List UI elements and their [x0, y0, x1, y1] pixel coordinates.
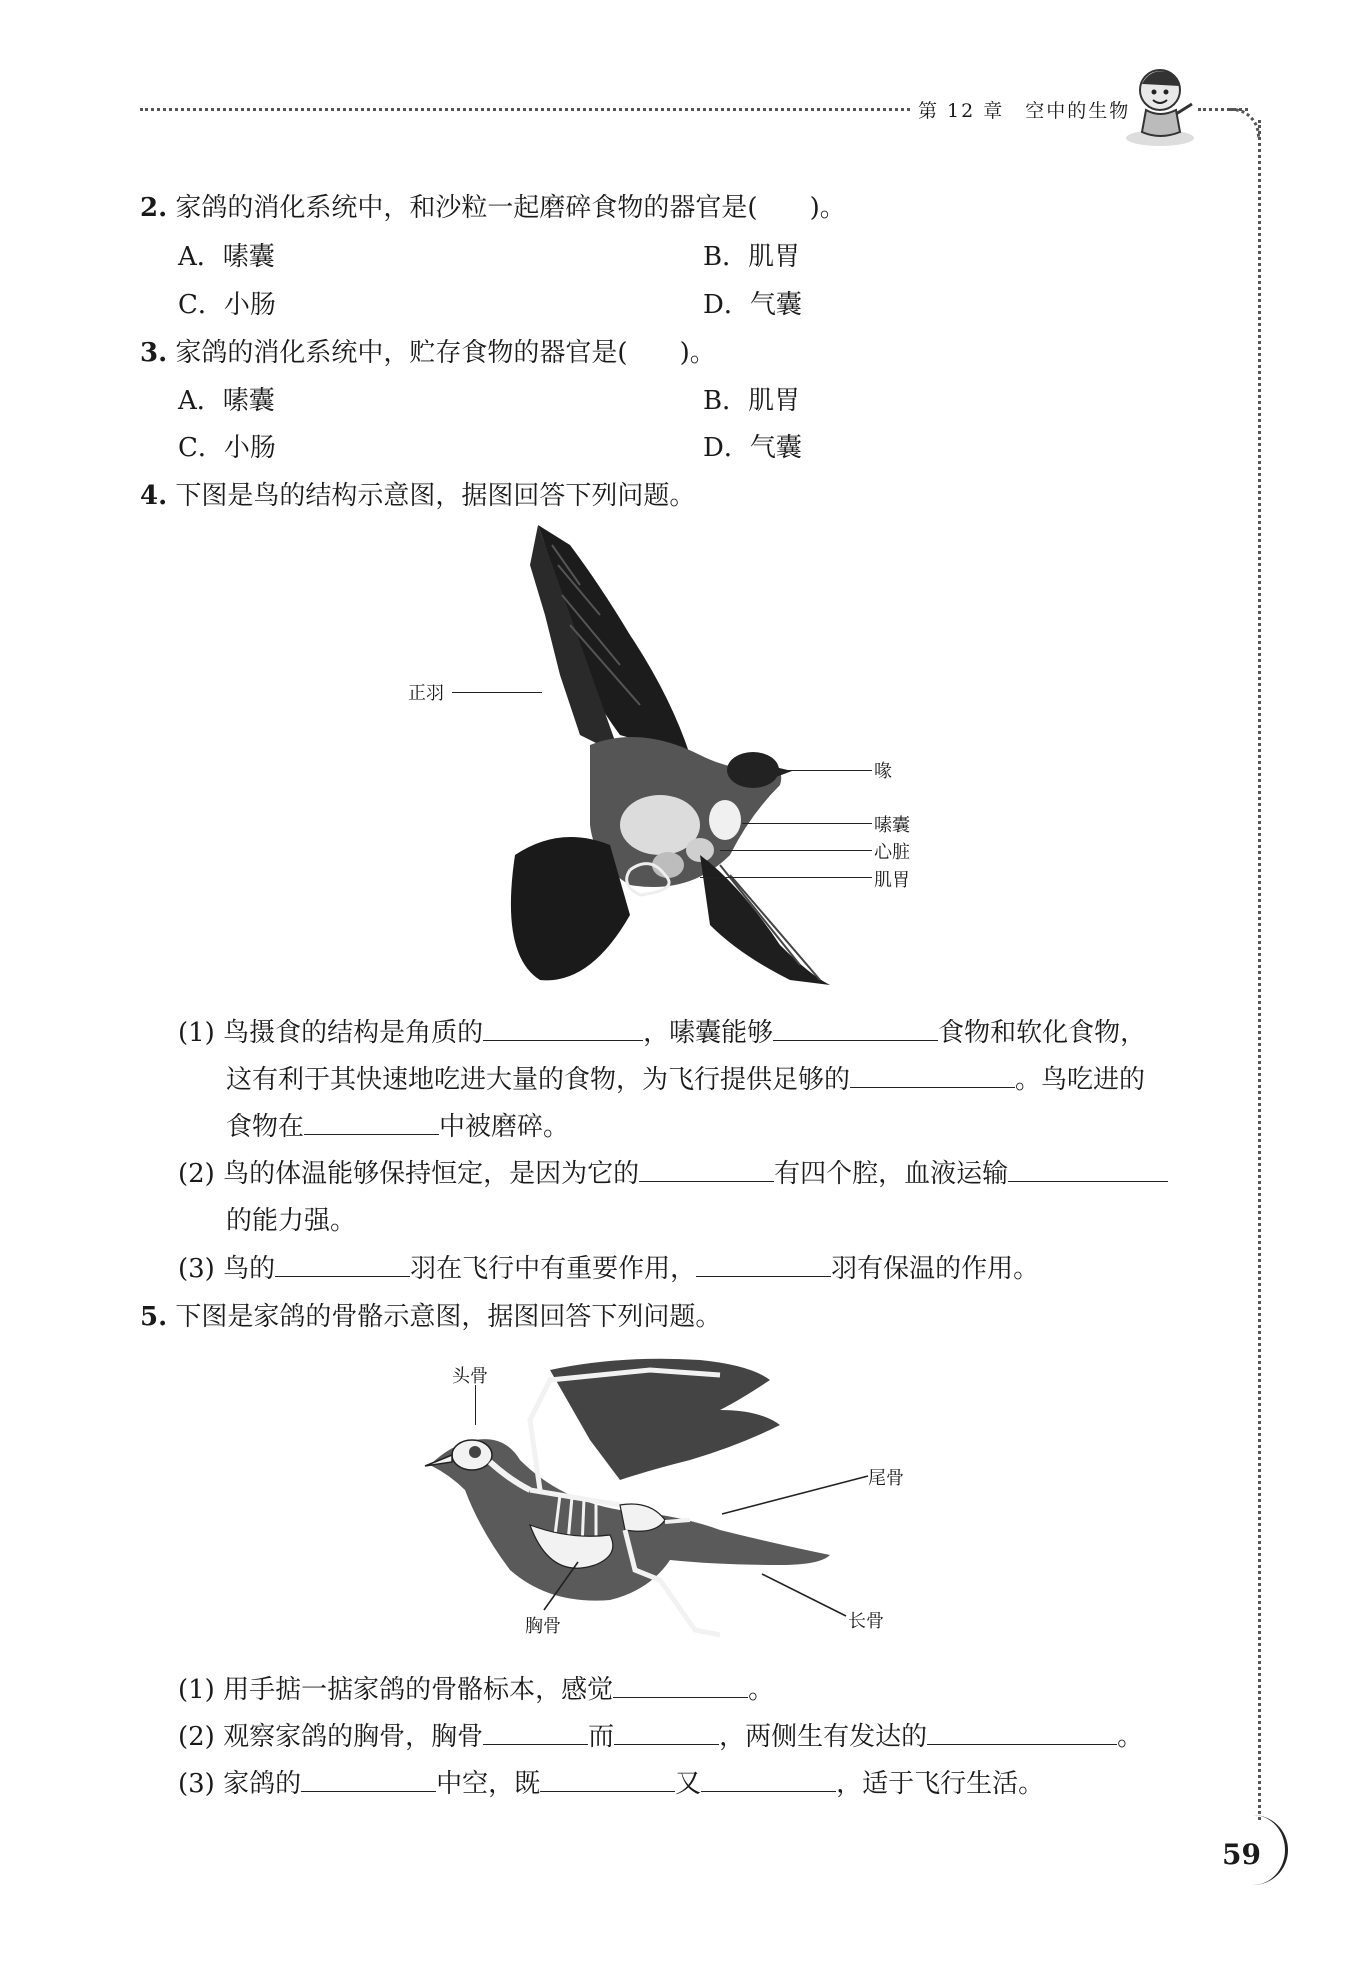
q5-part-1 [178, 1669, 774, 1706]
question-3 [140, 332, 716, 369]
text: ，嗉囊能够 [643, 1018, 774, 1048]
label-gizzard: 肌胃 [874, 870, 910, 891]
q4-part-2-line-1 [178, 1153, 1168, 1190]
label-tail-bone: 尾骨 [868, 1468, 904, 1489]
leader-line [760, 1570, 848, 1620]
text: 。 [748, 1675, 775, 1705]
text: 。鸟吃进的 [1015, 1065, 1146, 1095]
answer-blank-gizzard[interactable] [304, 1112, 439, 1135]
leader-line [475, 1385, 477, 1425]
answer-blank-long-bone[interactable] [301, 1769, 436, 1792]
q2-option-b[interactable]: B．肌胃 [703, 242, 801, 272]
question-5 [140, 1296, 721, 1333]
text: 羽在飞行中有重要作用， [410, 1254, 697, 1284]
q4-part-1-line-2 [226, 1059, 1145, 1096]
q3-option-d[interactable]: D．气囊 [703, 433, 802, 463]
part-prefix: (2) [178, 1159, 215, 1189]
q4-part-3 [178, 1248, 1039, 1285]
q4-part-2-line-2 [226, 1200, 356, 1237]
bird-structure-diagram [500, 525, 860, 995]
answer-blank-muscle[interactable] [927, 1722, 1117, 1745]
question-stem: 下图是鸟的结构示意图，据图回答下列问题。 [175, 481, 696, 511]
q3-option-a[interactable]: A．嗉囊 [178, 386, 275, 416]
text: ，适于飞行生活。 [836, 1769, 1045, 1799]
answer-blank-heart[interactable] [639, 1159, 774, 1182]
part-prefix: (3) [178, 1769, 215, 1799]
answer-blank-sternum-2[interactable] [614, 1722, 719, 1745]
text: 这有利于其快速地吃进大量的食物，为飞行提供足够的 [226, 1065, 851, 1095]
answer-blank-down-feather[interactable] [696, 1254, 831, 1277]
text: 鸟摄食的结构是角质的 [223, 1018, 484, 1048]
part-prefix: (2) [178, 1722, 215, 1752]
question-stem: 下图是家鸽的骨骼示意图，据图回答下列问题。 [175, 1302, 722, 1332]
question-4 [140, 475, 695, 512]
question-number: 3. [140, 338, 168, 368]
chapter-title: 第 12 章 空中的生物 [918, 100, 1131, 122]
q4-part-1-line-1 [178, 1012, 1146, 1049]
header-dotted-rule [140, 108, 910, 111]
answer-blank-transport[interactable] [1008, 1159, 1168, 1182]
text: 中被磨碎。 [439, 1112, 570, 1142]
answer-blank-weight[interactable] [613, 1675, 748, 1698]
question-number: 2. [140, 193, 168, 223]
question-number: 5. [140, 1302, 168, 1332]
leader-line [720, 1470, 870, 1520]
text: 食物和软化食物， [938, 1018, 1147, 1048]
q5-part-3 [178, 1763, 1044, 1800]
answer-blank-beak[interactable] [483, 1018, 643, 1041]
text: ，两侧生有发达的 [719, 1722, 928, 1752]
margin-corner [1230, 108, 1260, 138]
question-number: 4. [140, 481, 168, 511]
q3-option-b[interactable]: B．肌胃 [703, 386, 801, 416]
q4-part-1-line-3 [226, 1106, 569, 1143]
text: 又 [675, 1769, 702, 1799]
text: 中空，既 [436, 1769, 541, 1799]
text: 的能力强。 [226, 1206, 357, 1236]
text: 食物在 [226, 1112, 305, 1142]
leader-line [778, 770, 872, 771]
q2-option-a[interactable]: A．嗉囊 [178, 242, 275, 272]
text: 鸟的体温能够保持恒定，是因为它的 [223, 1159, 640, 1189]
text: 观察家鸽的胸骨，胸骨 [223, 1722, 484, 1752]
answer-blank-sternum-1[interactable] [483, 1722, 588, 1745]
q2-option-c[interactable]: C．小肠 [178, 290, 276, 320]
label-crop: 嗉囊 [874, 815, 910, 836]
q2-option-d[interactable]: D．气囊 [703, 290, 802, 320]
text: 有四个腔，血液运输 [774, 1159, 1009, 1189]
text: 家鸽的 [223, 1769, 302, 1799]
question-stem: 家鸽的消化系统中，和沙粒一起磨碎食物的器官是( )。 [175, 193, 846, 223]
page-number: 59 [1222, 1838, 1261, 1871]
part-prefix: (3) [178, 1254, 215, 1284]
label-contour-feather: 正羽 [408, 683, 444, 704]
answer-blank-light[interactable] [540, 1769, 675, 1792]
leader-line [742, 823, 872, 824]
text: 。 [1117, 1722, 1144, 1752]
answer-blank-strong[interactable] [701, 1769, 836, 1792]
part-prefix: (1) [178, 1675, 215, 1705]
answer-blank-crop-function[interactable] [773, 1018, 938, 1041]
part-prefix: (1) [178, 1018, 215, 1048]
leader-line [720, 850, 872, 851]
question-stem: 家鸽的消化系统中，贮存食物的器官是( )。 [175, 338, 716, 368]
q5-part-2 [178, 1716, 1143, 1753]
label-long-bone: 长骨 [848, 1611, 884, 1632]
q3-option-c[interactable]: C．小肠 [178, 433, 276, 463]
label-beak: 喙 [874, 761, 892, 782]
answer-blank-energy[interactable] [850, 1065, 1015, 1088]
leader-line [452, 692, 542, 693]
margin-dotted-rule [1258, 120, 1261, 1820]
label-heart: 心脏 [874, 842, 910, 863]
leader-line [700, 877, 872, 878]
text: 羽有保温的作用。 [831, 1254, 1040, 1284]
label-sternum: 胸骨 [525, 1616, 561, 1637]
text: 用手掂一掂家鸽的骨骼标本，感觉 [223, 1675, 614, 1705]
leader-line [540, 1560, 580, 1612]
answer-blank-flight-feather[interactable] [275, 1254, 410, 1277]
text: 而 [588, 1722, 615, 1752]
text: 鸟的 [223, 1254, 276, 1284]
question-2 [140, 187, 846, 224]
mascot-icon [1120, 60, 1200, 150]
label-skull: 头骨 [452, 1366, 488, 1387]
